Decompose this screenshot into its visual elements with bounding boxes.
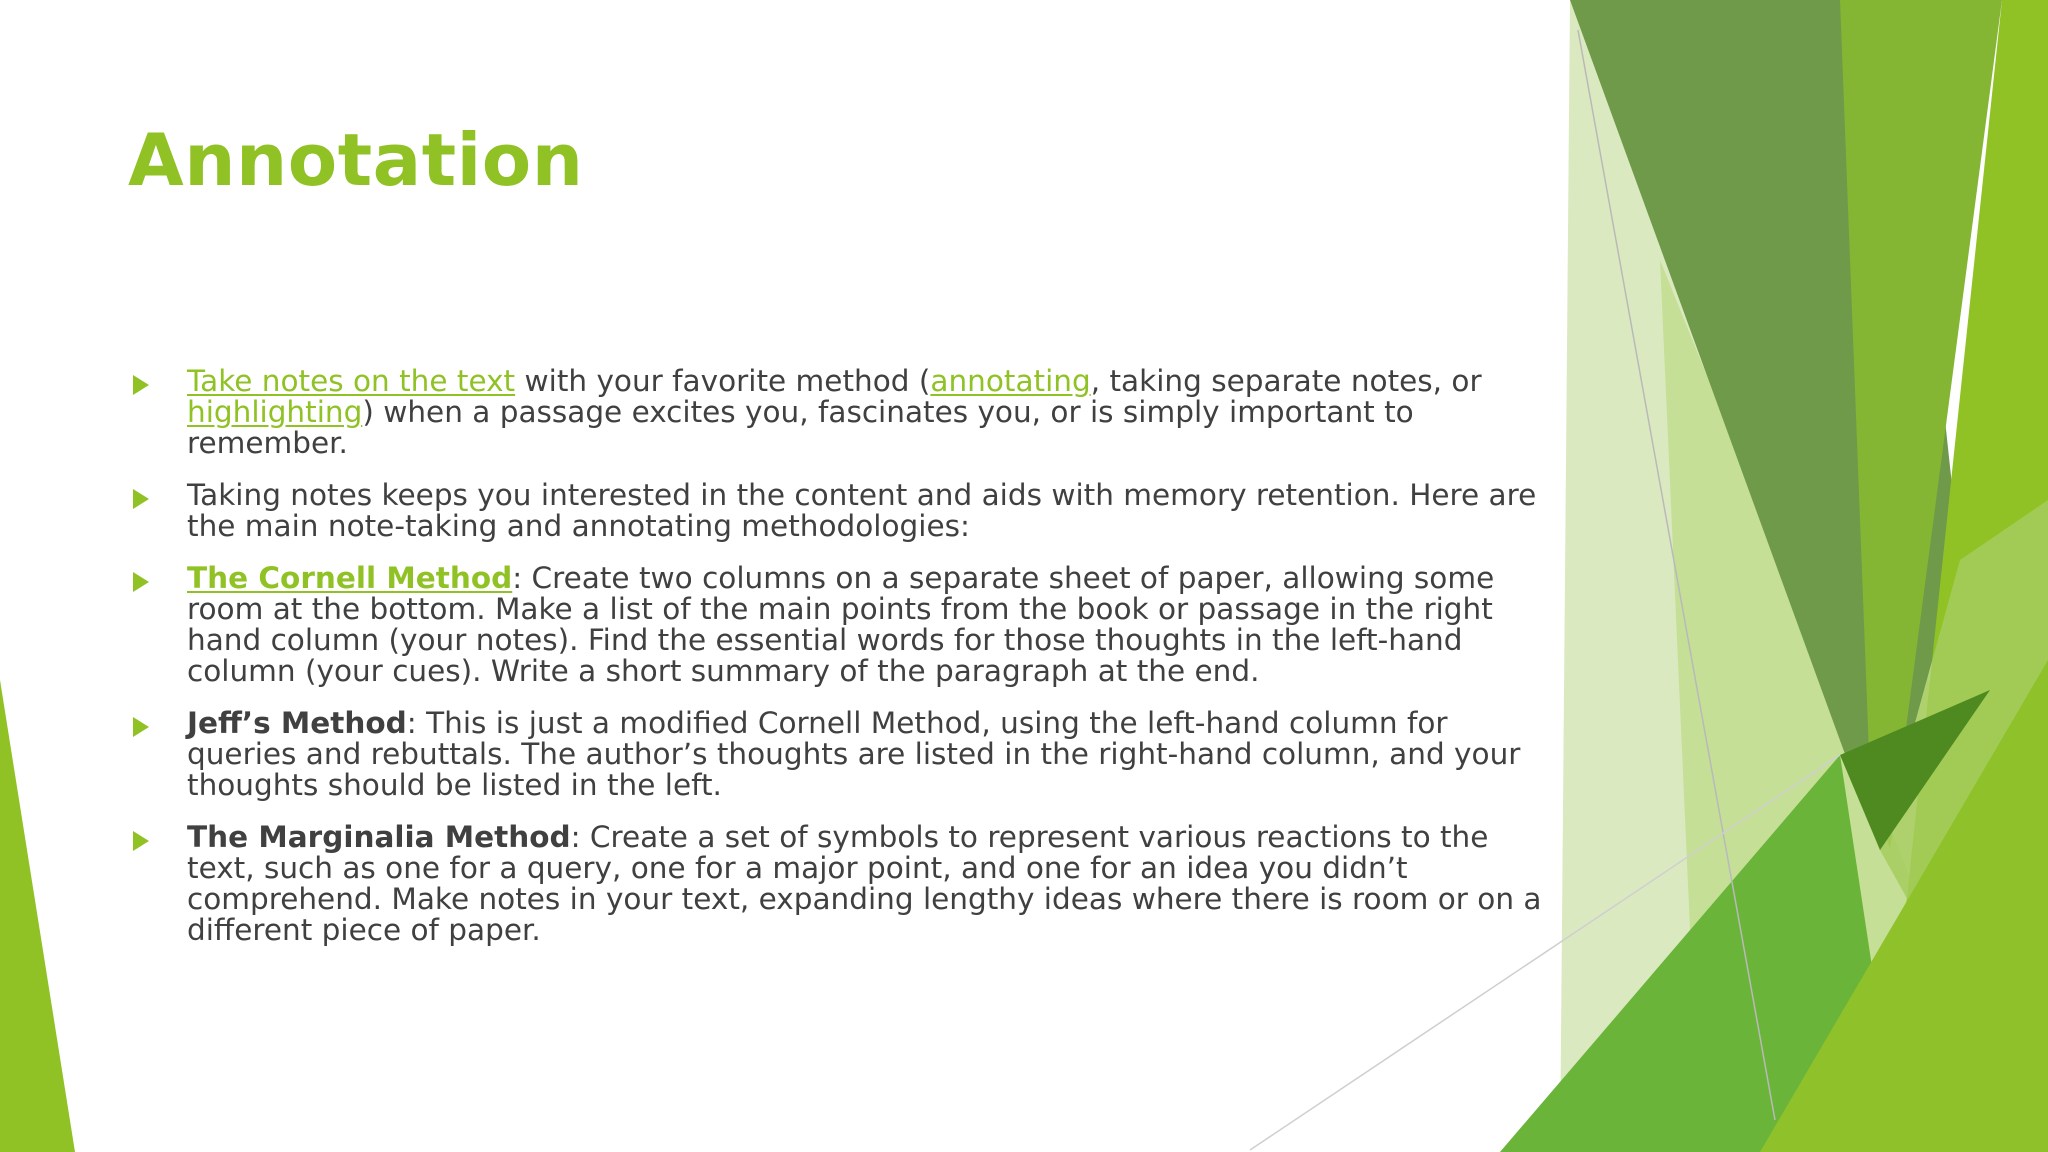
- bullet-text: : Create two columns on a separate sheet of paper, allowing some room at the bottom. Make a list of the main points from the book or passage in the right hand column (your notes). Find the essential words for those thoughts in the left-hand column (your cues). Write a short summary of the paragraph at the end.: [187, 561, 1495, 688]
- jeffs-method-term: Jeff’s Method: [187, 706, 407, 740]
- bullet-item-jeffs-method: [130, 708, 1550, 801]
- cornell-method-link[interactable]: The Cornell Method: [187, 561, 513, 595]
- bullet-text: with your favorite method (: [515, 364, 931, 398]
- bullet-item-cornell: [130, 563, 1550, 687]
- bullet-text: : Create a set of symbols to represent various reactions to the text, such as one for a query, one for a major point, and one for an idea you didn’t comprehend. Make notes in your text, expanding lengthy ideas where there is room or on a different piece of paper.: [187, 820, 1542, 947]
- marginalia-method-term: The Marginalia Method: [187, 820, 571, 854]
- bullet-item-marginalia: [130, 822, 1550, 946]
- triangle-right-icon: [133, 375, 149, 395]
- annotating-link[interactable]: annotating: [930, 364, 1091, 398]
- bullet-text: Taking notes keeps you interested in the content and aids with memory retention. Here are the main note-taking and annotating methodologies:: [187, 478, 1537, 543]
- triangle-right-icon: [133, 572, 149, 592]
- bullet-text: ) when a passage excites you, fascinates you, or is simply important to remember.: [187, 395, 1414, 460]
- bullet-item-take-notes: [130, 366, 1550, 459]
- triangle-right-icon: [133, 489, 149, 509]
- bullet-item-retention: [130, 480, 1550, 542]
- triangle-right-icon: [133, 717, 149, 737]
- bullet-list: [130, 366, 1550, 946]
- triangle-right-icon: [133, 831, 149, 851]
- bullet-text: , taking separate notes, or: [1090, 364, 1482, 398]
- slide-title: Annotation: [128, 118, 584, 202]
- bullet-text: : This is just a modified Cornell Method, using the left-hand column for queries and rebuttals. The author’s thoughts are listed in the right-hand column, and your thoughts should be listed in the left.: [187, 706, 1521, 802]
- highlighting-link[interactable]: highlighting: [187, 395, 363, 429]
- take-notes-link[interactable]: Take notes on the text: [187, 364, 516, 398]
- slide-content: [130, 366, 1550, 967]
- left-green-sliver: [0, 680, 75, 1152]
